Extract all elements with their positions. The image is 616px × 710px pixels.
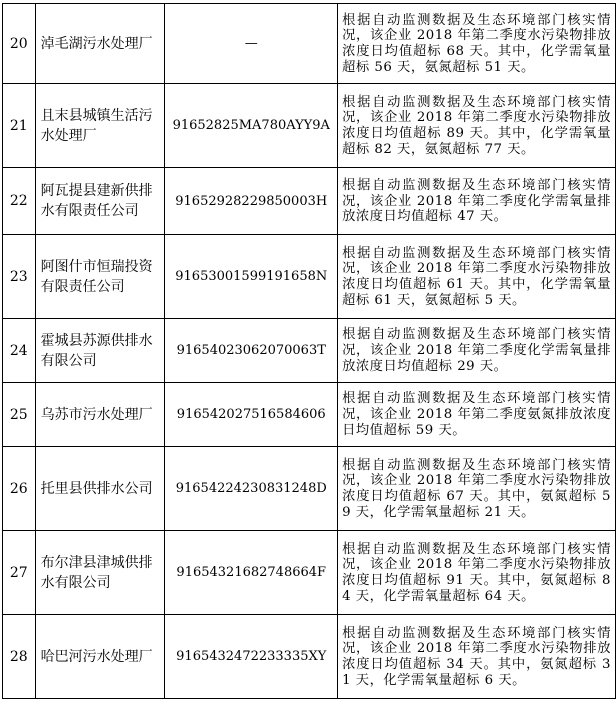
row-number: 26: [3, 447, 36, 531]
row-number: 22: [3, 168, 36, 235]
table-row: [3, 531, 616, 615]
row-number: 24: [3, 319, 36, 383]
violation-description: 根据自动监测数据及生态环境部门核实情况，该企业 2018 年第二季度水污染物排放浓度日均值超标 89 天。其中，化学需氧量超标 82 天，氨氮超标 77 天。: [338, 84, 616, 168]
violation-description: 根据自动监测数据及生态环境部门核实情况，该企业 2018 年第二季度化学需氧量排放浓度日均值超标 47 天。: [338, 168, 616, 235]
table-row: [3, 383, 616, 447]
violation-description: 根据自动监测数据及生态环境部门核实情况，该企业 2018 年第二季度水污染物排放浓度日均值超标 67 天。其中，氨氮超标 59 天，化学需氧量超标 21 天。: [338, 447, 616, 531]
company-name: 哈巴河污水处理厂: [35, 615, 165, 699]
table-row: [3, 168, 616, 235]
credit-code: 91653001599191658N: [165, 235, 338, 319]
table-row: [3, 4, 616, 84]
row-number: 28: [3, 615, 36, 699]
row-number: 21: [3, 84, 36, 168]
violation-description: 根据自动监测数据及生态环境部门核实情况，该企业 2018 年第二季度水污染物排放浓度日均值超标 61 天。其中，化学需氧量超标 61 天，氨氮超标 5 天。: [338, 235, 616, 319]
table-row: [3, 235, 616, 319]
company-name: 且末县城镇生活污水处理厂: [35, 84, 165, 168]
company-name: 托里县供排水公司: [35, 447, 165, 531]
company-name: 阿瓦提县建新供排水有限责任公司: [35, 168, 165, 235]
credit-code: 91652825MA780AYY9A: [165, 84, 338, 168]
credit-code: 91654224230831248D: [165, 447, 338, 531]
violation-description: 根据自动监测数据及生态环境部门核实情况，该企业 2018 年第二季度水污染物排放浓度日均值超标 91 天。其中，氨氮超标 84 天，化学需氧量超标 64 天。: [338, 531, 616, 615]
row-number: 27: [3, 531, 36, 615]
table-row: [3, 447, 616, 531]
company-name: 乌苏市污水处理厂: [35, 383, 165, 447]
violation-description: 根据自动监测数据及生态环境部门核实情况，该企业 2018 年第二季度氨氮排放浓度日均值超标 59 天。: [338, 383, 616, 447]
company-name: 霍城县苏源供排水有限公司: [35, 319, 165, 383]
enterprise-table: [2, 3, 616, 699]
credit-code: 91654023062070063T: [165, 319, 338, 383]
row-number: 25: [3, 383, 36, 447]
violation-description: 根据自动监测数据及生态环境部门核实情况，该企业 2018 年第二季度化学需氧量排放浓度日均值超标 29 天。: [338, 319, 616, 383]
company-name: 阿图什市恒瑞投资有限责任公司: [35, 235, 165, 319]
company-name: 淖毛湖污水处理厂: [35, 4, 165, 84]
violation-description: 根据自动监测数据及生态环境部门核实情况，该企业 2018 年第二季度水污染物排放浓度日均值超标 34 天。其中，氨氮超标 31 天，化学需氧量超标 6 天。: [338, 615, 616, 699]
table-row: [3, 615, 616, 699]
credit-code: 916542027516584606: [165, 383, 338, 447]
table-row: [3, 319, 616, 383]
credit-code: 9165432472233335XY: [165, 615, 338, 699]
violation-description: 根据自动监测数据及生态环境部门核实情况，该企业 2018 年第二季度水污染物排放浓度日均值超标 68 天。其中，化学需氧量超标 56 天，氨氮超标 51 天。: [338, 4, 616, 84]
credit-code: 91654321682748664F: [165, 531, 338, 615]
row-number: 23: [3, 235, 36, 319]
table-row: [3, 84, 616, 168]
company-name: 布尔津县津城供排水有限公司: [35, 531, 165, 615]
row-number: 20: [3, 4, 36, 84]
credit-code: —: [165, 4, 338, 84]
credit-code: 91652928229850003H: [165, 168, 338, 235]
